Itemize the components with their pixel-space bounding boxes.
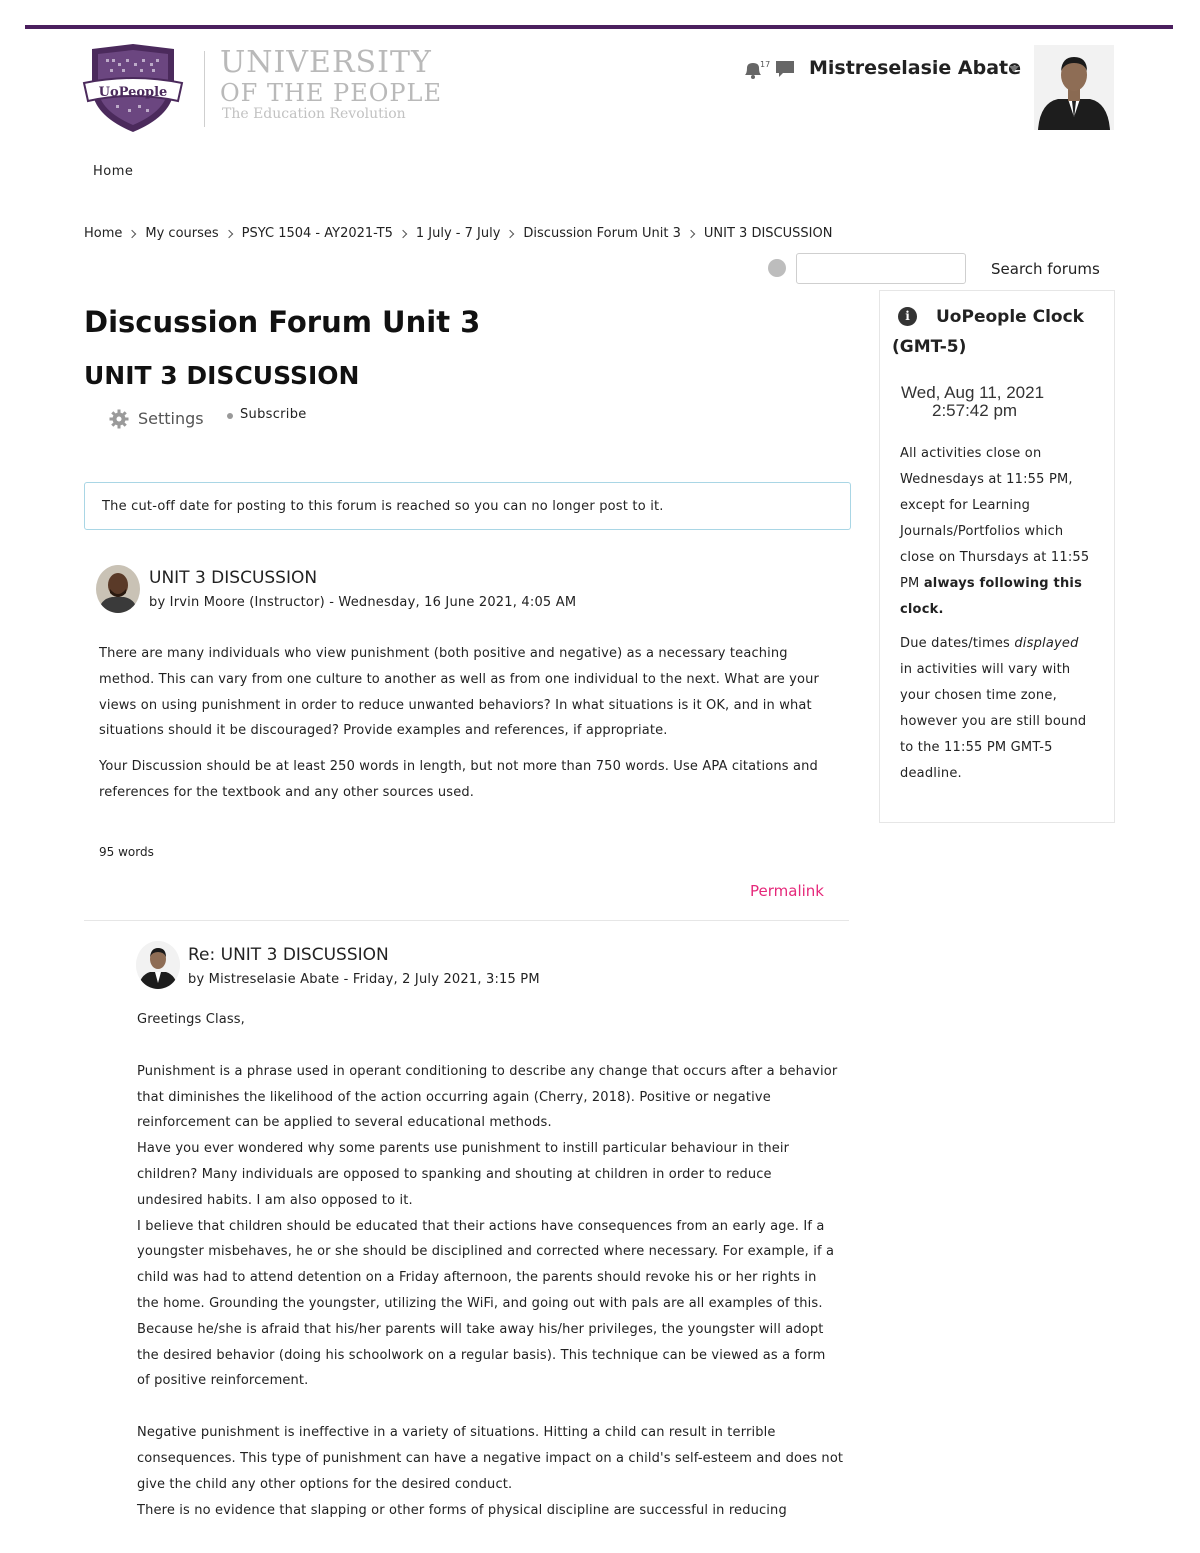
reply-line: There is no evidence that slapping or other forms of physical discipline are successful in reducing [137,1502,787,1518]
post-subject: UNIT 3 DISCUSSION [149,568,318,588]
post-paragraph: Your Discussion should be at least 250 words in length, but not more than 750 words. Use APA citations and references for the textbook and any other sources used. [99,759,818,800]
user-avatar[interactable] [1034,45,1114,130]
chevron-right-icon [687,229,695,237]
reply-line: the desired behavior (doing his schoolwork on a regular basis). This technique can be viewed as a form [137,1347,826,1363]
reply-line: undesired habits. I am also opposed to it. [137,1192,413,1208]
clock-time: 2:57:42 pm [932,401,1018,420]
reply-line: Negative punishment is ineffective in a variety of situations. Hitting a child can result in terrible [137,1425,776,1441]
logo-badge-text: UoPeople [98,85,168,100]
post-divider [84,920,849,921]
clock-note-text: PM [900,576,920,591]
breadcrumb-course[interactable]: PSYC 1504 - AY2021-T5 [241,226,393,241]
clock-note-italic: displayed [1014,636,1079,651]
search-forums-input[interactable] [796,253,966,284]
reply-line: I believe that children should be educated that their actions have consequences from an early age. If a [137,1218,825,1234]
clock-note-line: Wednesdays at 11:55 PM, [900,472,1073,487]
reply-line: that diminishes the likelihood of the action occurring again (Cherry, 2018). Positive or negative [137,1089,771,1105]
reply-author-avatar[interactable] [136,941,180,989]
chevron-right-icon [224,229,232,237]
chevron-right-icon [506,229,514,237]
notification-count: 17 [760,60,771,69]
post-content [99,641,839,816]
post-byline: by Irvin Moore (Instructor) - Wednesday, 16 June 2021, 4:05 AM [149,595,577,610]
clock-note-line: except for Learning [900,498,1031,513]
reply-line: youngster misbehaves, he or she should be disciplined and corrected where necessary. For example, if a [137,1244,835,1260]
subscribe-link[interactable]: Subscribe [240,407,307,422]
info-icon: i [898,307,917,326]
clock-note-bold: clock. [900,602,944,617]
clock-timezone-note [900,631,1100,787]
clock-note-line: to the 11:55 PM GMT-5 [900,740,1053,755]
breadcrumb-discussion[interactable]: UNIT 3 DISCUSSION [703,226,833,241]
clock-note-line: deadline. [900,766,962,781]
search-help-icon[interactable] [768,259,786,277]
clock-title: UoPeople Clock [936,307,1084,327]
reply-content [137,1007,857,1523]
reply-line: consequences. This type of punishment can have a negative impact on a child's self-esteem and does not [137,1450,844,1466]
settings-menu[interactable]: Settings [138,409,204,428]
breadcrumb [84,226,832,241]
clock-note-bold: always following this [923,576,1083,591]
logo-title-line2: OF THE PEOPLE [220,79,442,107]
logo-title [220,47,442,109]
reply-byline: by Mistreselasie Abate - Friday, 2 July 2021, 3:15 PM [188,972,540,987]
forum-title: Discussion Forum Unit 3 [84,305,481,339]
clock-note-line: however you are still bound [900,714,1087,729]
user-menu-name[interactable]: Mistreselasie Abate [809,57,1022,79]
reply-line: the home. Grounding the youngster, utilizing the WiFi, and going out with pals are all examples of this. [137,1295,823,1311]
discussion-title: UNIT 3 DISCUSSION [84,361,360,390]
clock-note-line: Journals/Portfolios which [900,524,1064,539]
reply-line: reinforcement can be applied to several educational methods. [137,1115,552,1131]
breadcrumb-home[interactable]: Home [84,226,123,241]
reply-line: child was had to attend detention on a Friday afternoon, the parents should revoke his or her rights in [137,1270,817,1286]
clock-note-line [900,597,1100,623]
reply-subject: Re: UNIT 3 DISCUSSION [188,945,389,965]
clock-note-line: close on Thursdays at 11:55 [900,550,1090,565]
post-paragraph: There are many individuals who view punishment (both positive and negative) as a necessary teaching method. This can vary from one culture to another as well as from one individual to the next. What are your views on using punishment in order to reduce unwanted behaviors? In what situations is it OK, and in what situations should it be discouraged? Provide examples and references, if appropriate. [99,646,819,739]
search-forums-button[interactable]: Search forums [991,260,1100,278]
subscribe-bullet-icon [227,413,233,419]
breadcrumb-my-courses[interactable]: My courses [145,226,219,241]
university-logo[interactable] [82,43,442,135]
clock-note-line: in activities will vary with [900,662,1071,677]
chevron-down-icon[interactable] [1009,66,1019,72]
clock-note-line [900,571,1100,597]
top-accent-rule [25,25,1173,29]
clock-date: Wed, Aug 11, 2021 [901,383,1045,402]
instructor-avatar[interactable] [96,565,140,613]
word-count: 95 words [99,845,154,859]
logo-separator [204,51,205,127]
clock-note-line: your chosen time zone, [900,688,1057,703]
reply-line: Punishment is a phrase used in operant conditioning to describe any change that occurs after a behavior [137,1063,838,1079]
uopeople-shield-icon [82,43,184,133]
chevron-right-icon [399,229,407,237]
breadcrumb-forum[interactable]: Discussion Forum Unit 3 [523,226,681,241]
logo-tagline: The Education Revolution [222,106,406,122]
breadcrumb-week[interactable]: 1 July - 7 July [415,226,501,241]
clock-note-text: Due dates/times [900,636,1010,651]
gear-icon[interactable] [109,409,129,429]
clock-deadline-note [900,441,1100,623]
chevron-right-icon [128,229,136,237]
message-icon[interactable] [775,60,795,78]
reply-line: Because he/she is afraid that his/her parents will take away his/her privileges, the youngster will adopt [137,1321,824,1337]
clock-note-line [900,631,1100,657]
reply-line: of positive reinforcement. [137,1373,309,1389]
permalink-link[interactable]: Permalink [750,882,824,900]
clock-note-line: All activities close on [900,446,1042,461]
cutoff-notice: The cut-off date for posting to this forum is reached so you can no longer post to it. [84,482,851,530]
nav-home-link[interactable]: Home [93,164,134,179]
reply-line: children? Many individuals are opposed to spanking and shouting at children in order to reduce [137,1166,772,1182]
reply-line: give the child any other options for the desired conduct. [137,1476,513,1492]
reply-greeting: Greetings Class, [137,1012,245,1027]
clock-timezone: (GMT-5) [892,337,967,357]
reply-line: Have you ever wondered why some parents use punishment to instill particular behaviour in their [137,1141,790,1157]
logo-title-line1: UNIVERSITY [220,45,432,80]
